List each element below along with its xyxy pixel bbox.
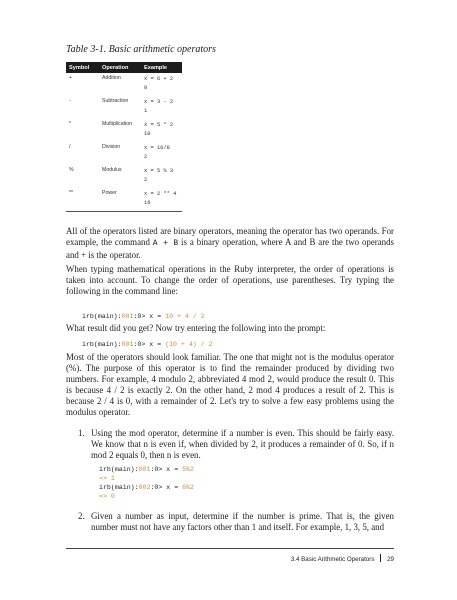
code-line	[82, 340, 213, 349]
irb-line-number: 001	[121, 341, 134, 348]
page-number: 29	[387, 556, 394, 563]
example-expression: x = 2 ** 4	[144, 191, 177, 197]
row-operation: Division	[102, 144, 121, 150]
paragraph-text: All of the operators listed are binary operators, meaning the operator has two operands. For example, the command	[66, 226, 394, 247]
example-result: 16	[144, 199, 151, 206]
row-example	[141, 73, 182, 96]
row-symbol: -	[69, 98, 71, 104]
table-header-row	[66, 62, 182, 73]
result-arrow: =>	[99, 475, 111, 482]
code-value: 6%2	[182, 484, 194, 491]
paragraph-prompt-question: What result did you get? Now try entering the following into the prompt:	[66, 323, 326, 333]
inline-code: A + B	[152, 238, 179, 248]
row-example	[141, 165, 182, 188]
header-operation: Operation	[99, 62, 141, 73]
code-expression: x =	[166, 484, 183, 491]
example-result: 10	[144, 130, 151, 137]
list-item-number: 1.	[78, 428, 85, 438]
table-row	[66, 73, 182, 96]
footer-separator	[380, 554, 381, 562]
irb-prompt-suffix: :0>	[133, 313, 150, 320]
code-line	[82, 312, 205, 321]
code-value: (10 + 4) / 2	[165, 341, 213, 348]
list-item-number: 2.	[78, 511, 85, 521]
example-result: 8	[144, 84, 148, 91]
irb-line-number: 001	[138, 466, 151, 473]
paragraph-modulus: Most of the operators should look familiar. The one that might not is the modulus operator (%). The purpose of this operator is to find the remainder produced by dividing two numbers. For example, 4 modulo 2, abbreviated 4 mod 2, would produce the result 0. This is because 4 / 2 is exactly 2. On the other hand, 2 mod 4 produces a result of 2. This is because 2 / 4 is 0, with a remainder of 2. Let's try to solve a few easy problems using the modulus operator.	[66, 352, 394, 417]
header-symbol: Symbol	[66, 62, 99, 73]
code-line	[99, 483, 194, 492]
code-line	[99, 465, 194, 474]
row-operation: Subtraction	[102, 98, 129, 104]
result-arrow: =>	[99, 493, 111, 500]
code-value: 5%2	[182, 466, 194, 473]
code-expression: x =	[149, 341, 166, 348]
example-result: 1	[144, 107, 148, 114]
code-expression: x =	[149, 313, 166, 320]
example-expression: x = 3 - 2	[144, 99, 174, 105]
table-caption: Table 3-1. Basic arithmetic operators	[66, 44, 216, 55]
example-result: 2	[144, 176, 148, 183]
row-symbol: *	[69, 121, 72, 127]
row-example	[141, 188, 182, 212]
paragraph-order-of-operations: When typing mathematical operations in the Ruby interpreter, the order of operations is taken into account. To change the order of operations, use parentheses. Try typing the following in the command line:	[66, 264, 394, 296]
code-value: 10 + 4 / 2	[165, 313, 205, 320]
table-row	[66, 96, 182, 119]
row-example	[141, 96, 182, 119]
table-row	[66, 142, 182, 165]
table-row	[66, 188, 182, 212]
row-symbol: /	[69, 144, 71, 150]
code-expression: x =	[166, 466, 183, 473]
row-example	[141, 142, 182, 165]
row-operation: Multiplication	[102, 121, 132, 127]
paragraph-binary-operators	[66, 226, 394, 261]
example-expression: x = 5 % 3	[144, 168, 174, 174]
row-operation: Power	[99, 188, 141, 212]
footer-section-title: 3.4 Basic Arithmetic Operators	[290, 556, 375, 563]
table-row	[66, 165, 182, 188]
table-row	[66, 119, 182, 142]
row-symbol: %	[69, 167, 74, 173]
footer-divider	[66, 548, 394, 549]
irb-prompt-suffix: :0>	[150, 466, 167, 473]
irb-prompt: irb(main):	[82, 341, 122, 348]
row-symbol: **	[66, 188, 99, 212]
code-value: 1	[110, 475, 115, 482]
row-example	[141, 119, 182, 142]
irb-prompt: irb(main):	[82, 313, 122, 320]
irb-prompt-suffix: :0>	[150, 484, 167, 491]
example-expression: x = 16/8	[144, 145, 170, 151]
row-symbol: +	[69, 75, 73, 81]
example-result: 2	[144, 153, 148, 160]
code-value: 0	[110, 493, 115, 500]
row-operation: Modulus	[102, 167, 122, 173]
code-line	[99, 474, 115, 483]
example-expression: x = 5 * 2	[144, 122, 174, 128]
irb-line-number: 002	[138, 484, 151, 491]
operators-table	[66, 62, 182, 212]
list-item-text: Given a number as input, determine if the number is prime. That is, the given number must not have any factors other than 1 and itself. For example, 1, 3, 5, and	[91, 511, 394, 532]
list-item-text: Using the mod operator, determine if a number is even. This should be fairly easy. We know that n is even if, when divided by 2, it produces a remainder of 0. So, if n mod 2 equals 0, then n is even.	[91, 428, 394, 460]
row-operation: Addition	[102, 75, 121, 81]
paragraph-text: is a binary operation, where A and B are the two operands and + is the operator.	[66, 236, 394, 260]
irb-prompt-suffix: :0>	[133, 341, 150, 348]
irb-prompt: irb(main):	[99, 466, 139, 473]
code-line	[99, 492, 115, 501]
header-example: Example	[141, 62, 182, 73]
page-footer	[291, 554, 394, 563]
irb-prompt: irb(main):	[99, 484, 139, 491]
irb-line-number: 001	[121, 313, 134, 320]
example-expression: x = 6 + 2	[144, 76, 174, 82]
